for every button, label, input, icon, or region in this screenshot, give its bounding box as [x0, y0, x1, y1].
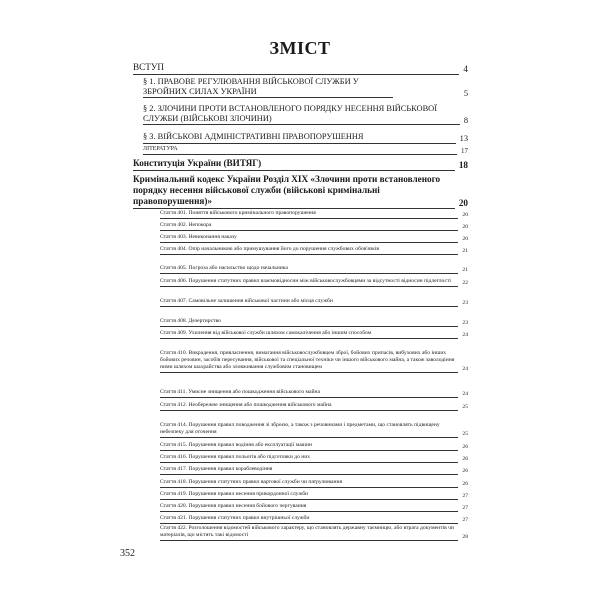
toc-entry[interactable]	[133, 62, 468, 75]
toc-entry-title: Стаття 419. Порушення правил несення прикордонної служби	[160, 491, 458, 500]
toc-entry[interactable]	[160, 246, 468, 255]
toc-entry-page: 25	[462, 404, 468, 410]
toc-entry-title: § 1. ПРАВОВЕ РЕГУЛЮВАННЯ ВІЙСЬКОВОЇ СЛУЖБИ У ЗБРОЙНИХ СИЛАХ УКРАЇНИ	[143, 77, 393, 98]
toc-entry[interactable]	[160, 491, 468, 500]
toc-entry-title: Стаття 417. Порушення правил кораблеводіння	[160, 466, 458, 475]
toc-entry[interactable]	[160, 330, 468, 339]
toc-entry-title: § 3. ВІЙСЬКОВІ АДМІНІСТРАТИВНІ ПРАВОПОРУШЕННЯ	[143, 132, 456, 144]
toc-entry-title: ЛІТЕРАТУРА	[143, 146, 457, 155]
toc-entry-page: 27	[462, 517, 468, 523]
toc-entry-page: 21	[462, 267, 468, 273]
toc-entry[interactable]	[160, 234, 468, 243]
toc-entry-page: 18	[458, 160, 468, 170]
toc-entry-title: Стаття 405. Погроза або насильство щодо начальника	[160, 265, 458, 274]
toc-entry-title: ВСТУП	[133, 62, 459, 75]
toc-entry-title: Стаття 415. Порушення правил водіння або експлуатації машин	[160, 442, 458, 451]
toc-entry-page: 25	[462, 430, 468, 437]
toc-entry-page: 5	[463, 88, 468, 98]
toc-entry-title: Конституція України (ВИТЯГ)	[133, 158, 455, 171]
toc-entry-page: 26	[462, 456, 468, 462]
toc-entry[interactable]	[160, 402, 468, 411]
toc-entry[interactable]	[160, 515, 468, 524]
toc-entry-title: Стаття 410. Викрадення, привласнення, вимагання військовослужбовцем зброї, бойових припасів, вибухових або інших бойових речовин, засобів пересування, військової та спеціальної техніки чи іншого військового майна, а також заволодіння ними шляхом шахрайства або зловживання службовим становищем	[160, 350, 458, 373]
toc-entry[interactable]	[143, 132, 468, 144]
toc-entry[interactable]	[160, 350, 468, 373]
toc-entry-title: Стаття 401. Поняття військового кримінального правопорушення	[160, 210, 458, 219]
toc-entry[interactable]	[133, 158, 468, 171]
toc-entry-page: 20	[462, 212, 468, 218]
toc-entry-title: Стаття 422. Розголошення відомостей військового характеру, що становлять державну таємницю, або втрата документів чи матеріалів, що містять такі відомості	[160, 525, 458, 541]
toc-entry[interactable]	[160, 265, 468, 274]
toc-entry[interactable]	[160, 442, 468, 451]
toc-entry-title: Стаття 414. Порушення правил поводження зі зброєю, а також з речовинами і предметами, що становлять підвищену небезпеку для оточення	[160, 422, 458, 438]
toc-entry-page: 26	[462, 468, 468, 474]
toc-entry-page: 27	[462, 493, 468, 499]
toc-entry-page: 26	[462, 481, 468, 487]
toc-entry-title: Стаття 416. Порушення правил польотів або підготовки до них	[160, 454, 458, 463]
toc-entry-title: Стаття 402. Непокора	[160, 222, 458, 231]
toc-entry-page: 28	[462, 533, 468, 540]
toc-entry-page: 27	[462, 505, 468, 511]
toc-entry-title: Стаття 409. Ухилення від військової служби шляхом самокалічення або іншим способом	[160, 330, 458, 339]
toc-entry-title: Стаття 403. Невиконання наказу	[160, 234, 458, 243]
toc-entry-title: Стаття 420. Порушення правил несення бойового чергування	[160, 503, 458, 512]
toc-entry-page: 20	[458, 198, 468, 209]
toc-entry[interactable]	[143, 146, 468, 155]
toc-entry-title: Стаття 411. Умисне знищення або пошкодження військового майна	[160, 389, 458, 398]
toc-entry-page: 24	[462, 332, 468, 338]
toc-entry[interactable]	[160, 210, 468, 219]
toc-entry-page: 13	[459, 134, 468, 143]
toc-entry[interactable]	[160, 298, 468, 307]
toc-entry-page: 22	[462, 280, 468, 286]
toc-entry-page: 24	[462, 365, 468, 372]
toc-entry-page: 23	[462, 320, 468, 326]
toc-entry[interactable]	[160, 525, 468, 541]
toc-entry-page: 20	[462, 236, 468, 242]
toc-entry-title: Стаття 407. Самовільне залишення військової частини або місця служби	[160, 298, 458, 307]
page-number: 352	[120, 548, 135, 559]
toc-entry-page: 8	[463, 115, 468, 125]
toc-entry-title: Стаття 421. Порушення статутних правил внутрішньої служби	[160, 515, 458, 524]
toc-entry[interactable]	[143, 77, 468, 98]
toc-entry-title: Стаття 418. Порушення статутних правил вартової служби чи патрулювання	[160, 479, 458, 488]
toc-entry-page: 26	[462, 444, 468, 450]
toc-entry[interactable]	[160, 479, 468, 488]
toc-entry[interactable]	[160, 222, 468, 231]
toc-entry[interactable]	[133, 174, 468, 209]
toc-entry[interactable]	[160, 389, 468, 398]
toc-entry-title: Стаття 404. Опір начальникові або примушування його до порушення службових обов'язків	[160, 246, 458, 255]
toc-entry-title: Стаття 412. Необережне знищення або пошкодження військового майна	[160, 402, 458, 411]
toc-entry[interactable]	[160, 422, 468, 438]
toc-entry[interactable]	[160, 454, 468, 463]
toc-entry-page: 17	[461, 146, 468, 155]
toc-entry-page: 4	[463, 64, 468, 74]
toc-entry[interactable]	[160, 466, 468, 475]
toc-entry[interactable]	[160, 318, 468, 327]
toc-entry-page: 24	[462, 391, 468, 397]
toc-entry-title: § 2. ЗЛОЧИНИ ПРОТИ ВСТАНОВЛЕНОГО ПОРЯДКУ НЕСЕННЯ ВІЙСЬКОВОЇ СЛУЖБИ (ВІЙСЬКОВІ ЗЛОЧИНИ)	[143, 104, 460, 125]
toc-entry[interactable]	[160, 503, 468, 512]
toc-entry-title: Стаття 406. Порушення статутних правил взаємовідносин між військовослужбовцями за відсутності відносин підлеглості	[160, 278, 458, 287]
toc-entry[interactable]	[143, 104, 468, 125]
toc-entry-page: 21	[462, 248, 468, 254]
toc-entry-title: Стаття 408. Дезертирство	[160, 318, 458, 327]
toc-entry-title: Кримінальний кодекс України Розділ XIX «Злочини проти встановленого порядку несення військової служби (військові кримінальні правопорушення)»	[133, 174, 455, 209]
toc-entry-page: 23	[462, 300, 468, 306]
page-title: ЗМІСТ	[269, 38, 331, 58]
toc-entry-page: 20	[462, 224, 468, 230]
toc-entry[interactable]	[160, 278, 468, 287]
